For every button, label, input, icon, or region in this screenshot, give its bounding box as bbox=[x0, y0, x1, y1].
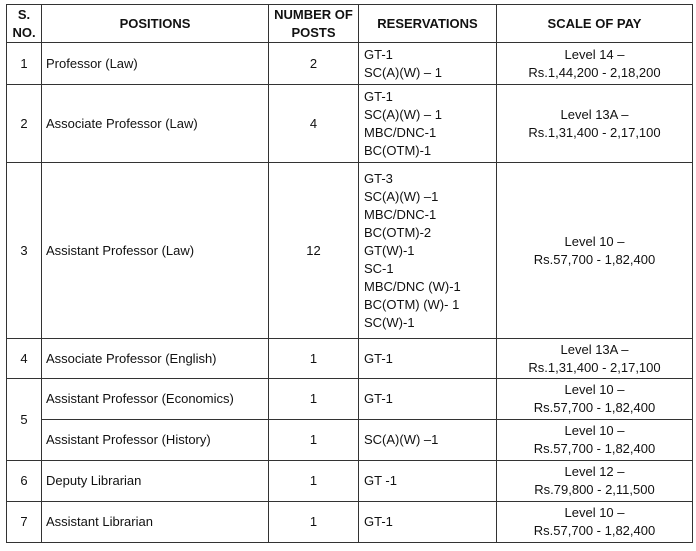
pay-range: Rs.1,31,400 - 2,17,100 bbox=[528, 124, 661, 140]
cell-pay bbox=[497, 379, 693, 420]
table-row bbox=[7, 461, 693, 502]
pay-range: Rs.57,700 - 1,82,400 bbox=[533, 441, 656, 456]
pay-range: Rs.57,700 - 1,82,400 bbox=[533, 523, 656, 538]
table-row bbox=[7, 43, 693, 85]
cell-reservations bbox=[359, 339, 497, 379]
pay-level: Level 14 – bbox=[564, 46, 625, 62]
pay-level: Level 13A – bbox=[560, 341, 629, 357]
cell-pay bbox=[497, 163, 693, 339]
cell-posts: 4 bbox=[269, 85, 359, 163]
pay-range: Rs.79,800 - 2,11,500 bbox=[534, 482, 655, 497]
table-row bbox=[7, 85, 693, 163]
cell-position: Professor (Law) bbox=[42, 43, 269, 85]
cell-position: Assistant Librarian bbox=[42, 502, 269, 543]
cell-reservations bbox=[359, 502, 497, 543]
reservation-line: GT-1 bbox=[364, 391, 393, 406]
reservation-line: MBC/DNC-1 bbox=[364, 124, 437, 140]
cell-sno: 2 bbox=[7, 85, 42, 163]
reservation-line: GT-1 bbox=[364, 46, 393, 62]
cell-posts: 1 bbox=[269, 420, 359, 461]
cell-sno: 4 bbox=[7, 339, 42, 379]
cell-reservations bbox=[359, 43, 497, 85]
reservation-line: SC(A)(W) – 1 bbox=[364, 64, 442, 80]
pay-level: Level 12 – bbox=[564, 464, 625, 479]
cell-posts: 1 bbox=[269, 502, 359, 543]
positions-table bbox=[6, 4, 693, 543]
cell-position: Deputy Librarian bbox=[42, 461, 269, 502]
pay-range: Rs.57,700 - 1,82,400 bbox=[533, 400, 656, 415]
cell-pay bbox=[497, 43, 693, 85]
cell-pay bbox=[497, 461, 693, 502]
header-posts-line-1: NUMBER OF bbox=[274, 6, 353, 22]
cell-reservations bbox=[359, 461, 497, 502]
cell-posts: 1 bbox=[269, 461, 359, 502]
reservation-line: BC(OTM)-2 bbox=[364, 224, 432, 240]
cell-pay bbox=[497, 502, 693, 543]
cell-position: Associate Professor (English) bbox=[42, 339, 269, 379]
cell-sno: 1 bbox=[7, 43, 42, 85]
pay-level: Level 13A – bbox=[560, 106, 629, 122]
reservation-line: SC(A)(W) – 1 bbox=[364, 106, 442, 122]
reservation-line: GT-1 bbox=[364, 514, 393, 529]
reservation-line: GT-1 bbox=[364, 88, 393, 104]
cell-position: Assistant Professor (History) bbox=[42, 420, 269, 461]
header-sno-line-2: NO. bbox=[12, 24, 36, 40]
pay-range: Rs.1,31,400 - 2,17,100 bbox=[528, 359, 661, 375]
cell-posts: 1 bbox=[269, 379, 359, 420]
table-row bbox=[7, 379, 693, 420]
header-posts bbox=[269, 5, 359, 43]
reservation-line: GT-3 bbox=[364, 170, 393, 186]
cell-pay bbox=[497, 339, 693, 379]
header-sno bbox=[7, 5, 42, 43]
cell-sno: 6 bbox=[7, 461, 42, 502]
cell-position: Associate Professor (Law) bbox=[42, 85, 269, 163]
table-row bbox=[7, 420, 693, 461]
cell-reservations bbox=[359, 85, 497, 163]
reservation-line: SC(W)-1 bbox=[364, 314, 415, 330]
reservation-line: SC(A)(W) –1 bbox=[364, 188, 439, 204]
header-pay: SCALE OF PAY bbox=[497, 5, 693, 43]
table-row bbox=[7, 502, 693, 543]
cell-pay bbox=[497, 85, 693, 163]
table-row bbox=[7, 339, 693, 379]
reservation-line: SC-1 bbox=[364, 260, 394, 276]
cell-reservations bbox=[359, 379, 497, 420]
cell-posts: 1 bbox=[269, 339, 359, 379]
reservation-line: GT -1 bbox=[364, 473, 397, 488]
pay-level: Level 10 – bbox=[564, 423, 625, 438]
cell-posts: 2 bbox=[269, 43, 359, 85]
cell-pay bbox=[497, 420, 693, 461]
reservation-line: SC(A)(W) –1 bbox=[364, 432, 439, 447]
pay-range: Rs.57,700 - 1,82,400 bbox=[533, 251, 656, 267]
header-positions: POSITIONS bbox=[42, 5, 269, 43]
header-sno-line-1: S. bbox=[17, 6, 31, 22]
pay-level: Level 10 – bbox=[564, 382, 625, 397]
header-row bbox=[7, 5, 693, 43]
cell-posts: 12 bbox=[269, 163, 359, 339]
cell-sno: 3 bbox=[7, 163, 42, 339]
pay-level: Level 10 – bbox=[564, 505, 625, 520]
cell-sno: 7 bbox=[7, 502, 42, 543]
pay-level: Level 10 – bbox=[564, 233, 625, 249]
reservation-line: MBC/DNC (W)-1 bbox=[364, 278, 461, 294]
header-posts-line-2: POSTS bbox=[291, 24, 336, 40]
table-row bbox=[7, 163, 693, 339]
cell-position: Assistant Professor (Economics) bbox=[42, 379, 269, 420]
pay-range: Rs.1,44,200 - 2,18,200 bbox=[528, 64, 661, 80]
reservation-line: BC(OTM)-1 bbox=[364, 142, 432, 158]
cell-reservations bbox=[359, 163, 497, 339]
reservation-line: GT-1 bbox=[364, 350, 393, 366]
reservation-line: MBC/DNC-1 bbox=[364, 206, 437, 222]
cell-sno: 5 bbox=[7, 379, 42, 461]
cell-reservations bbox=[359, 420, 497, 461]
cell-position: Assistant Professor (Law) bbox=[42, 163, 269, 339]
header-reservations: RESERVATIONS bbox=[359, 5, 497, 43]
reservation-line: GT(W)-1 bbox=[364, 242, 415, 258]
reservation-line: BC(OTM) (W)- 1 bbox=[364, 296, 460, 312]
